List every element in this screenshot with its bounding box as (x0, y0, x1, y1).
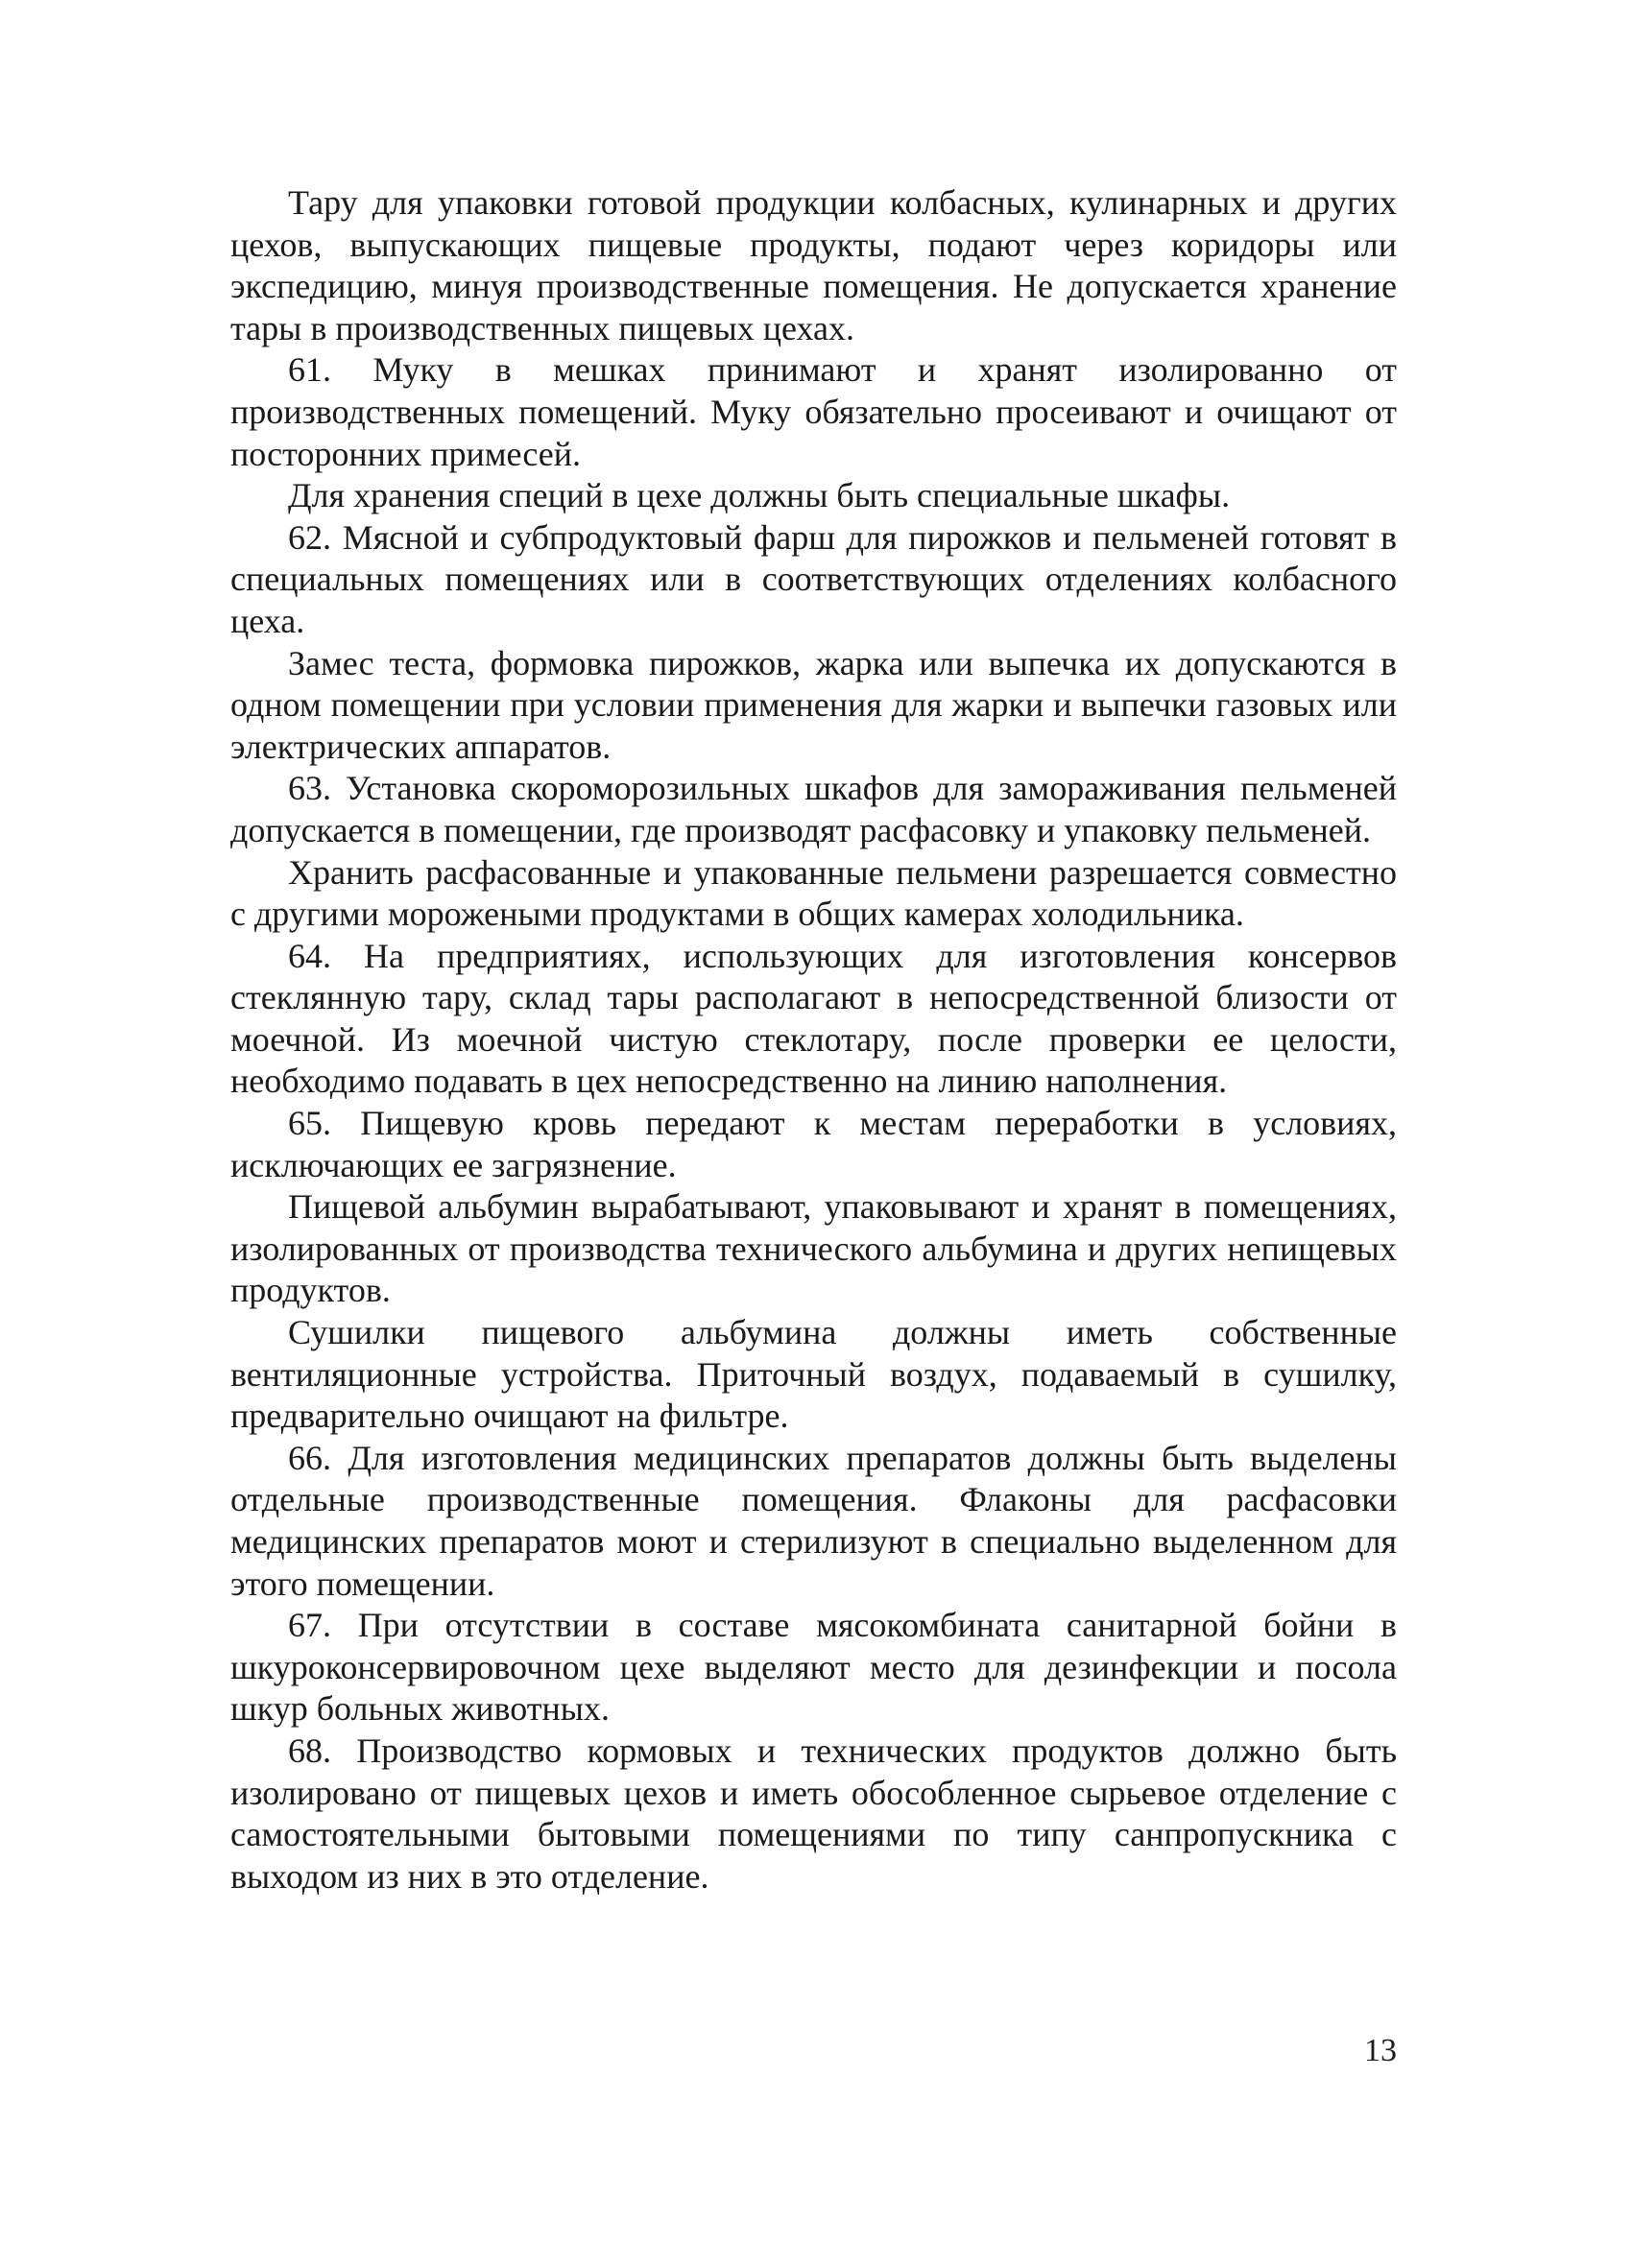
paragraph-tara: Тару для упаковки готовой продукции колбасных, кулинарных и других цехов, выпускающих пищевые продукты, подают через коридоры или экспедицию, минуя производственные помещения. Не допускается хранение тары в производственных пищевых цехах. (230, 183, 1397, 347)
paragraph-dough: Замес теста, формовка пирожков, жарка или выпечка их допускаются в одном помещении при условии применения для жарки и выпечки газовых или электрических аппаратов. (230, 643, 1397, 766)
paragraph-64: 64. На предприятиях, использующих для изготовления консервов стеклянную тару, склад тары располагают в непосредственной близости от моечной. Из моечной чистую стеклотару, после проверки ее целости, необходимо подавать в цех непосредственно на линию наполнения. (230, 936, 1397, 1101)
paragraph-dryers: Сушилки пищевого альбумина должны иметь собственные вентиляционные устройства. Приточный воздух, подаваемый в сушилку, предварительно очищают на фильтре. (230, 1313, 1397, 1436)
paragraph-65: 65. Пищевую кровь передают к местам переработки в условиях, исключающих ее загрязнение. (230, 1104, 1397, 1184)
paragraph-spices: Для хранения специй в цехе должны быть специальные шкафы. (288, 476, 1231, 515)
page-number: 13 (1364, 2033, 1397, 2068)
paragraph-storage: Хранить расфасованные и упакованные пельмени разрешается совместно с другими морожеными продуктами в общих камерах холодильника. (230, 852, 1397, 934)
paragraph-albumin: Пищевой альбумин вырабатывают, упаковывают и хранят в помещениях, изолированных от производства технического альбумина и других непищевых продуктов. (230, 1187, 1397, 1310)
paragraph-62: 62. Мясной и субпродуктовый фарш для пирожков и пельменей готовят в специальных помещениях или в соответствующих отделениях колбасного цеха. (230, 517, 1397, 640)
paragraph-66: 66. Для изготовления медицинских препаратов должны быть выделены отдельные производственные помещения. Флаконы для расфасовки медицинских препаратов моют и стерилизуют в специально выделенном для этого помещении. (230, 1438, 1397, 1603)
paragraph-67: 67. При отсутствии в составе мясокомбината санитарной бойни в шкуроконсервировочном цехе выделяют место для дезинфекции и посола шкур больных животных. (230, 1606, 1397, 1729)
paragraph-63: 63. Установка скороморозильных шкафов для замораживания пельменей допускается в помещении, где производят расфасовку и упаковку пельменей. (230, 769, 1397, 849)
body-text (230, 182, 1397, 1898)
paragraph-61: 61. Муку в мешках принимают и хранят изолированно от производственных помещений. Муку обязательно просеивают и очищают от посторонних примесей. (230, 350, 1397, 473)
paragraph-68: 68. Производство кормовых и технических продуктов должно быть изолировано от пищевых цехов и иметь обособленное сырьевое отделение с самостоятельными бытовыми помещениями по типу санпропускника с выходом из них в это отделение. (230, 1731, 1397, 1896)
